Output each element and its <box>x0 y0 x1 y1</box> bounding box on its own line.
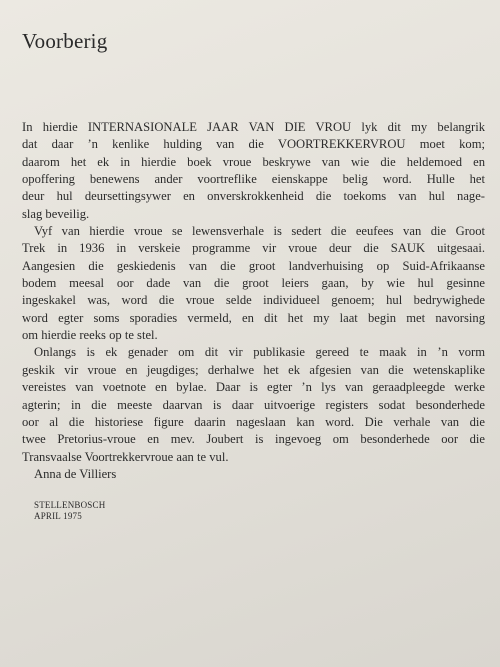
text-line: dat daar ’n kenlike hulding van die VOORTREKKERVROU moet kom; <box>22 137 485 152</box>
place-and-date <box>34 500 105 522</box>
paragraph-3 <box>22 344 485 465</box>
text-line: vereistes van voetnote en bylae. Daar is egter ’n lys van geraadpleegde werke <box>22 380 485 395</box>
text-line: deur hul deursettingsywer en onverskrokkenheid die toekoms van hul nage- <box>22 189 485 204</box>
text-line: Vyf van hierdie vroue se lewensverhale is sedert die eeufees van die Groot <box>34 224 485 239</box>
author-signature: Anna de Villiers <box>34 467 117 481</box>
paragraph-1 <box>22 119 485 223</box>
text-line: word egter soms sporadies vermeld, en dit het my laat begin met navorsing <box>22 310 485 325</box>
text-line: Aangesien die geskiedenis van die groot landverhuising op Suid-Afrikaanse <box>22 258 485 273</box>
text-line: opoffering benewens ander voortreflike eienskappe belig word. Hulle het <box>22 172 485 187</box>
text-line: daarom het ek in hierdie boek vroue beskrywe van wie die heldemoed en <box>22 154 485 169</box>
text-line: agterin; in die meeste daarvan is daar uitvoerige registers sodat besonderhede <box>22 397 485 412</box>
place-name: STELLENBOSCH <box>34 500 106 510</box>
text-line: oor al die historiese figure daarin nageslaan kan word. Die verhale van die <box>22 414 485 429</box>
text-line: om hierdie reeks op te stel. <box>22 328 158 343</box>
text-line: twee Pretorius-vroue en mev. Joubert is ingevoeg om besonderhede oor die <box>22 432 485 447</box>
text-line: bodem meesal oor dade van die groot leiers gaan, by wie hul gesinne <box>22 276 485 291</box>
page-title: Voorberig <box>22 29 108 53</box>
date-text: APRIL 1975 <box>34 511 82 521</box>
paragraph-2 <box>22 223 485 344</box>
text-line: Onlangs is ek genader om dit vir publikasie gereed te maak in ’n vorm <box>34 345 485 360</box>
text-line: In hierdie INTERNASIONALE JAAR VAN DIE VROU lyk dit my belangrik <box>22 120 485 134</box>
text-line: slag beveilig. <box>22 206 90 221</box>
text-line: geskik vir vroue en jeugdiges; derhalwe het ek afgesien van die wetenskaplike <box>22 362 485 377</box>
text-line: Trek in 1936 in verskeie programme vir vroue deur die SAUK uitgesaai. <box>22 241 485 256</box>
foreword-body <box>22 119 485 466</box>
text-line: Transvaalse Voortrekkervroue aan te vul. <box>22 449 229 464</box>
text-line: ingeskakel was, word die vroue selde individueel genoem; hul bedrywighede <box>22 293 485 308</box>
